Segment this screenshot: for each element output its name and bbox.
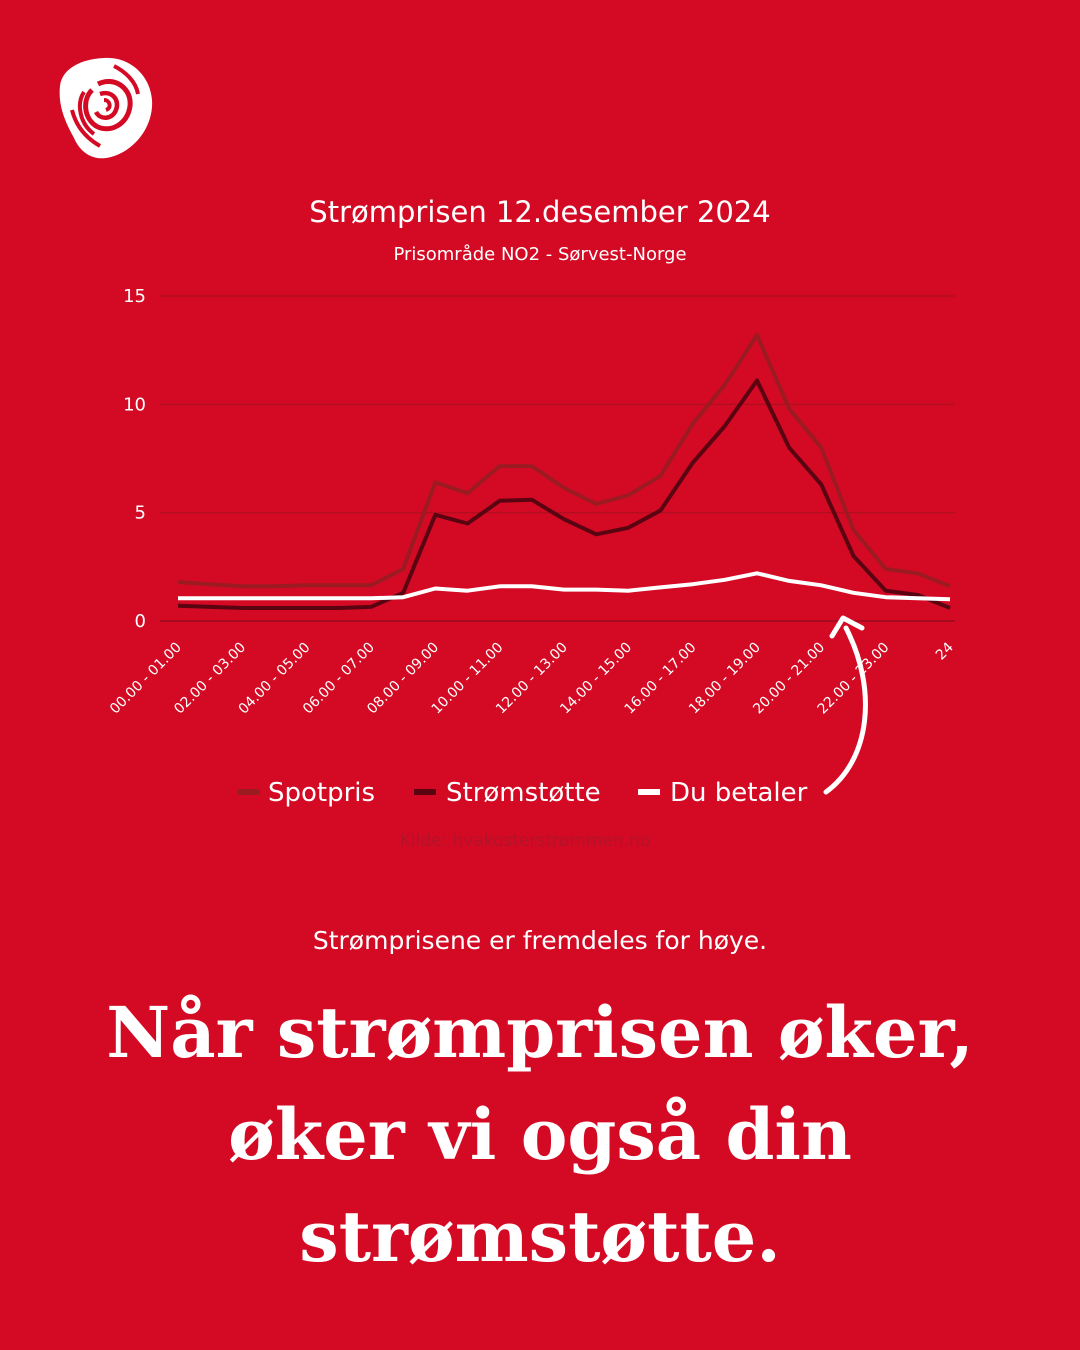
x-tick-label: 04.00 - 05.00 [235, 639, 314, 718]
x-tick-label: 10.00 - 11.00 [428, 639, 507, 718]
headline-line-3: strømstøtte. [299, 1195, 781, 1278]
chart-source: Kilde: hvakosterstrømmen.no [399, 831, 651, 851]
y-tick-label: 15 [123, 286, 146, 307]
x-tick-label: 24 [932, 639, 957, 664]
legend-label-spotpris: Spotpris [268, 778, 376, 808]
x-tick-label: 12.00 - 13.00 [492, 639, 571, 718]
legend-swatch-spotpris [238, 789, 260, 795]
y-tick-label: 0 [134, 611, 146, 632]
chart-title: Strømprisen 12.desember 2024 [309, 195, 771, 229]
x-tick-label: 00.00 - 01.00 [106, 639, 185, 718]
series-line-strømstøtte [178, 381, 950, 609]
y-tick-label: 10 [123, 394, 146, 416]
y-tick-label: 5 [134, 502, 146, 524]
legend-item-spotpris [238, 778, 375, 808]
x-tick-label: 08.00 - 09.00 [364, 639, 443, 718]
legend-item-du-betaler [638, 778, 808, 808]
legend-swatch-du-betaler [638, 789, 660, 795]
x-tick-label: 02.00 - 03.00 [171, 639, 250, 718]
legend-label-du-betaler: Du betaler [670, 778, 808, 808]
y-axis-ticks [123, 286, 146, 632]
chart-subtitle: Prisområde NO2 - Sørvest-Norge [393, 244, 687, 265]
grid-lines [160, 296, 955, 621]
x-tick-label: 06.00 - 07.00 [299, 639, 378, 718]
legend [238, 778, 808, 808]
x-tick-label: 20.00 - 21.00 [750, 639, 829, 718]
headline [40, 982, 1040, 1288]
series-line-spotpris [178, 335, 950, 586]
legend-label-stromstotte: Strømstøtte [446, 778, 601, 808]
x-tick-label: 22.00 - 23.00 [814, 639, 893, 718]
x-tick-label: 14.00 - 15.00 [557, 639, 636, 718]
x-tick-label: 16.00 - 17.00 [621, 639, 700, 718]
legend-item-stromstotte [414, 778, 601, 808]
headline-line-2: øker vi også din [228, 1093, 852, 1176]
headline-line-1: Når strømprisen øker, [106, 991, 974, 1074]
intro-text: Strømprisene er fremdeles for høye. [312, 926, 768, 955]
x-tick-label: 18.00 - 19.00 [685, 639, 764, 718]
legend-swatch-stromstotte [414, 789, 436, 795]
x-axis-ticks [107, 639, 957, 717]
series-lines [178, 335, 950, 608]
